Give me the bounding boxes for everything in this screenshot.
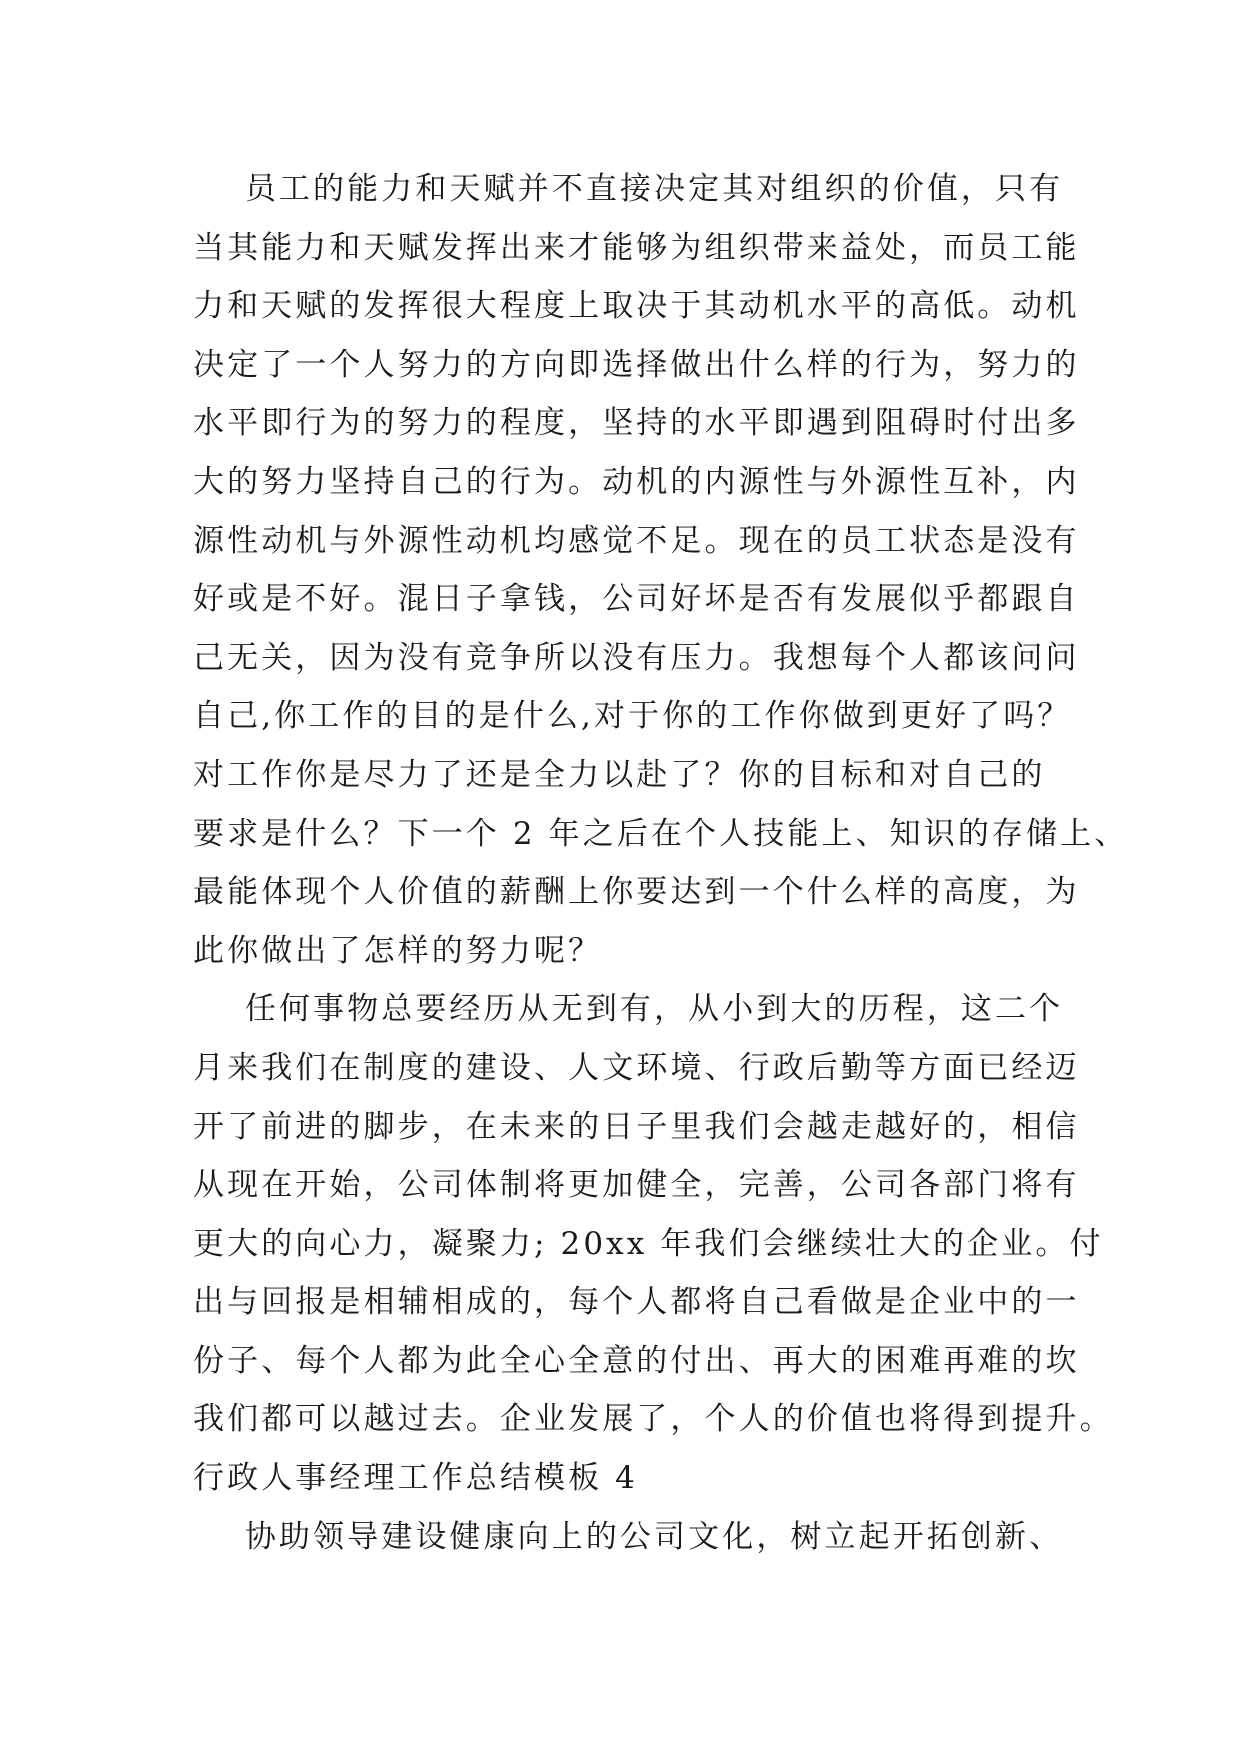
document-body bbox=[193, 160, 1129, 1566]
text-line: 出与回报是相辅相成的，每个人都将自己看做是企业中的一 bbox=[193, 1284, 1080, 1321]
text-line: 最能体现个人价值的薪酬上你要达到一个什么样的高度，为 bbox=[193, 874, 1080, 911]
text-line: 员工的能力和天赋并不直接决定其对组织的价值，只有 bbox=[193, 171, 1064, 207]
text-line: 协助领导建设健康向上的公司文化，树立起开拓创新、 bbox=[193, 1518, 1064, 1555]
text-line: 水平即行为的努力的程度，坚持的水平即遇到阻碍时付出多 bbox=[193, 405, 1080, 442]
text-line: 力和天赋的发挥很大程度上取决于其动机水平的高低。动机 bbox=[193, 288, 1080, 325]
text-line: 任何事物总要经历从无到有，从小到大的历程，这二个 bbox=[193, 991, 1064, 1028]
text-line: 月来我们在制度的建设、人文环境、行政后勤等方面已经迈 bbox=[193, 1049, 1080, 1086]
section-heading: 行政人事经理工作总结模板 4 bbox=[193, 1460, 638, 1497]
text-line: 源性动机与外源性动机均感觉不足。现在的员工状态是没有 bbox=[193, 522, 1080, 559]
text-line: 更大的向心力，凝聚力; 20xx 年我们会继续壮大的企业。付 bbox=[193, 1225, 1104, 1262]
text-line: 对工作你是尽力了还是全力以赴了？你的目标和对自己的 bbox=[193, 756, 1046, 793]
text-line: 好或是不好。混日子拿钱，公司好坏是否有发展似乎都跟自 bbox=[193, 581, 1080, 618]
text-line: 此你做出了怎样的努力呢？ bbox=[193, 932, 603, 969]
text-line: 从现在开始，公司体制将更加健全，完善，公司各部门将有 bbox=[193, 1167, 1080, 1204]
text-line: 要求是什么？下一个 2 年之后在个人技能上、知识的存储上、 bbox=[193, 815, 1129, 852]
text-line: 决定了一个人努力的方向即选择做出什么样的行为，努力的 bbox=[193, 346, 1080, 383]
text-line: 开了前进的脚步，在未来的日子里我们会越走越好的，相信 bbox=[193, 1108, 1080, 1145]
text-line: 自己,你工作的目的是什么,对于你的工作你做到更好了吗？ bbox=[193, 698, 1072, 735]
text-line: 份子、每个人都为此全心全意的付出、再大的困难再难的坎 bbox=[193, 1342, 1080, 1379]
text-line: 当其能力和天赋发挥出来才能够为组织带来益处，而员工能 bbox=[193, 229, 1080, 266]
text-line: 大的努力坚持自己的行为。动机的内源性与外源性互补，内 bbox=[193, 463, 1080, 500]
text-line: 己无关，因为没有竞争所以没有压力。我想每个人都该问问 bbox=[193, 639, 1080, 676]
text-line: 我们都可以越过去。企业发展了，个人的价值也将得到提升。 bbox=[193, 1401, 1114, 1438]
